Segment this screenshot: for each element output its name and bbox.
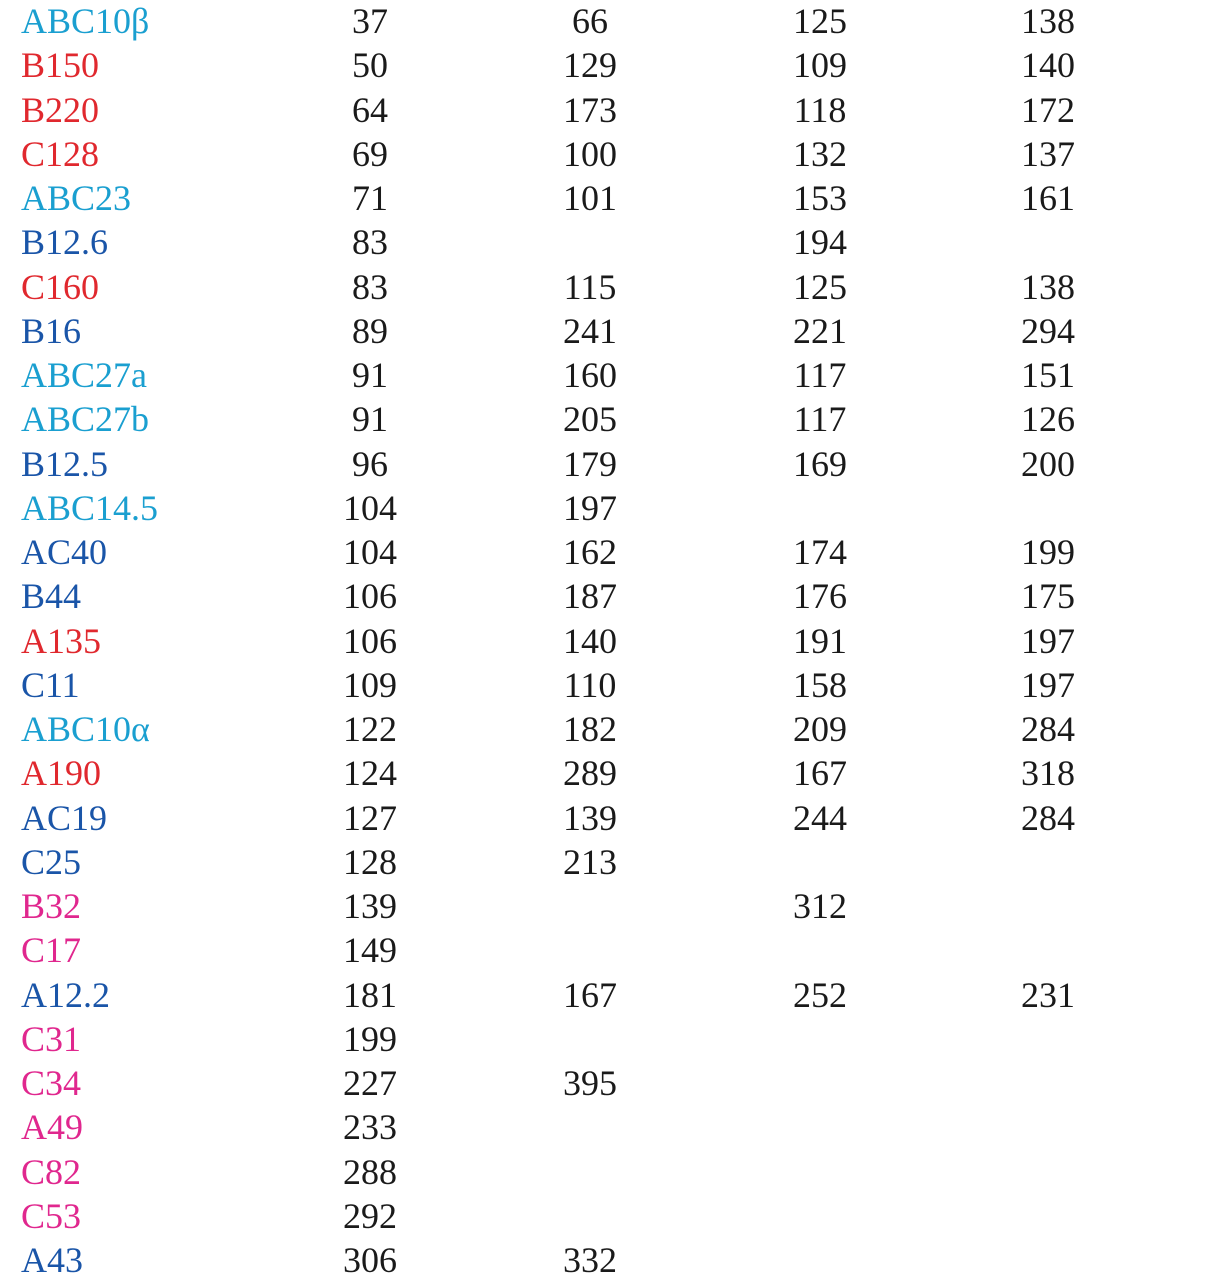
value-cell [520, 220, 660, 264]
value-cell: 227 [343, 1063, 397, 1103]
value-cell: 151 [1021, 355, 1075, 395]
value-cell: 231 [1021, 974, 1075, 1015]
value-cell: 83 [352, 266, 388, 307]
row-label: A12.2 [21, 974, 110, 1015]
table-row [0, 1150, 1222, 1194]
value-cell: 128 [343, 841, 397, 882]
value-cell [978, 1238, 1118, 1282]
value-cell: 153 [793, 178, 847, 218]
table-row [0, 397, 1222, 441]
value-cell: 197 [563, 487, 617, 528]
value-cell [978, 1194, 1118, 1238]
value-cell: 200 [1021, 443, 1075, 484]
value-cell: 96 [352, 443, 388, 484]
value-cell: 138 [1021, 1, 1075, 41]
row-label: B12.5 [21, 443, 109, 484]
value-cell: 101 [563, 178, 617, 218]
table-row [0, 1017, 1222, 1061]
table-row [0, 88, 1222, 132]
table-row [0, 1194, 1222, 1238]
value-cell: 174 [793, 532, 847, 572]
value-cell: 118 [793, 89, 847, 130]
row-label: C82 [21, 1151, 82, 1192]
value-cell: 66 [572, 1, 608, 41]
value-cell: 124 [343, 753, 397, 794]
value-cell: 125 [793, 1, 847, 41]
row-label: C128 [21, 133, 100, 174]
value-cell [978, 1061, 1118, 1105]
table-row [0, 309, 1222, 353]
value-cell [520, 928, 660, 972]
value-cell [978, 1105, 1118, 1149]
value-cell: 294 [1021, 310, 1075, 351]
row-label: AC19 [21, 797, 108, 838]
value-cell [978, 1150, 1118, 1194]
value-cell: 187 [563, 576, 617, 617]
value-cell: 167 [563, 974, 617, 1015]
row-label: C25 [21, 841, 82, 882]
value-cell: 176 [793, 576, 847, 617]
table-row [0, 1061, 1222, 1105]
value-cell: 179 [563, 443, 617, 484]
value-cell: 292 [343, 1195, 397, 1236]
value-cell: 158 [793, 664, 847, 705]
value-cell: 175 [1021, 576, 1075, 617]
table-row [0, 442, 1222, 486]
value-cell [978, 884, 1118, 928]
value-cell: 395 [563, 1063, 617, 1103]
value-cell [750, 1061, 890, 1105]
value-cell [750, 486, 890, 530]
row-label: ABC23 [21, 178, 132, 218]
value-cell: 50 [352, 45, 388, 86]
table-row [0, 973, 1222, 1017]
value-cell: 132 [793, 133, 847, 174]
value-cell [750, 1194, 890, 1238]
row-label: AC40 [21, 532, 108, 572]
value-cell: 233 [343, 1107, 397, 1148]
value-cell: 167 [793, 753, 847, 794]
value-cell: 288 [343, 1151, 397, 1192]
table-row [0, 928, 1222, 972]
value-cell: 284 [1021, 709, 1075, 749]
value-cell: 241 [563, 310, 617, 351]
value-cell: 125 [793, 266, 847, 307]
value-cell: 117 [793, 399, 847, 440]
row-label: B220 [21, 89, 100, 130]
table-row [0, 176, 1222, 220]
value-cell: 181 [343, 974, 397, 1015]
table-row [0, 265, 1222, 309]
value-cell [520, 1150, 660, 1194]
value-cell: 221 [793, 310, 847, 351]
row-label: C34 [21, 1063, 82, 1103]
value-cell: 140 [563, 620, 617, 661]
row-label: ABC27b [21, 399, 150, 440]
table-row [0, 663, 1222, 707]
value-cell: 91 [352, 399, 388, 440]
value-cell: 71 [352, 178, 388, 218]
value-cell: 191 [793, 620, 847, 661]
value-cell [750, 1238, 890, 1282]
value-cell: 115 [563, 266, 617, 307]
table-row [0, 530, 1222, 574]
table-row [0, 707, 1222, 751]
value-cell: 172 [1021, 89, 1075, 130]
value-cell: 197 [1021, 620, 1075, 661]
table-row [0, 796, 1222, 840]
value-cell: 173 [563, 89, 617, 130]
value-cell [520, 1194, 660, 1238]
value-cell: 110 [563, 664, 617, 705]
row-label: C31 [21, 1018, 82, 1059]
row-label: A43 [21, 1240, 83, 1280]
value-cell: 197 [1021, 664, 1075, 705]
row-label: ABC10α [21, 709, 150, 749]
value-cell: 209 [793, 709, 847, 749]
value-cell: 83 [352, 222, 388, 263]
value-cell: 104 [343, 487, 397, 528]
value-cell: 139 [343, 886, 397, 926]
value-cell [978, 1017, 1118, 1061]
value-cell: 37 [352, 1, 388, 41]
value-cell [750, 840, 890, 884]
row-label: C11 [21, 664, 80, 705]
value-cell [520, 884, 660, 928]
value-cell: 106 [343, 576, 397, 617]
row-label: A135 [21, 620, 101, 661]
value-cell: 284 [1021, 797, 1075, 838]
row-label: A190 [21, 753, 101, 794]
value-cell: 160 [563, 355, 617, 395]
value-cell: 89 [352, 310, 388, 351]
value-cell: 138 [1021, 266, 1075, 307]
row-label: ABC10β [21, 1, 150, 41]
value-cell: 199 [1021, 532, 1075, 572]
value-cell: 332 [563, 1240, 617, 1280]
row-label: C53 [21, 1195, 82, 1236]
value-cell: 213 [563, 841, 617, 882]
value-cell: 199 [343, 1018, 397, 1059]
table-row [0, 574, 1222, 618]
table-row [0, 132, 1222, 176]
row-label: A49 [21, 1107, 83, 1148]
table-row [0, 0, 1222, 43]
value-cell: 127 [343, 797, 397, 838]
value-cell: 194 [793, 222, 847, 263]
table-row [0, 43, 1222, 87]
row-label: C17 [21, 930, 82, 971]
value-cell: 117 [793, 355, 847, 395]
value-cell: 109 [793, 45, 847, 86]
value-cell: 140 [1021, 45, 1075, 86]
value-cell [978, 928, 1118, 972]
value-cell: 100 [563, 133, 617, 174]
table-row [0, 1238, 1222, 1282]
value-cell: 137 [1021, 133, 1075, 174]
value-cell [520, 1017, 660, 1061]
row-label: B16 [21, 310, 82, 351]
row-label: ABC27a [21, 355, 147, 395]
value-cell: 182 [563, 709, 617, 749]
value-cell: 129 [563, 45, 617, 86]
value-cell: 106 [343, 620, 397, 661]
value-cell [750, 1150, 890, 1194]
value-cell: 162 [563, 532, 617, 572]
value-cell: 64 [352, 89, 388, 130]
table-row [0, 840, 1222, 884]
row-label: C160 [21, 266, 100, 307]
value-cell [978, 840, 1118, 884]
value-cell: 244 [793, 797, 847, 838]
value-cell: 69 [352, 133, 388, 174]
value-cell: 312 [793, 886, 847, 926]
value-cell: 122 [343, 709, 397, 749]
value-cell: 169 [793, 443, 847, 484]
value-cell: 126 [1021, 399, 1075, 440]
table-row [0, 353, 1222, 397]
table-row [0, 619, 1222, 663]
value-cell [750, 928, 890, 972]
table-row [0, 1105, 1222, 1149]
table-row [0, 751, 1222, 795]
value-cell [978, 220, 1118, 264]
value-cell [750, 1105, 890, 1149]
row-label: B44 [21, 576, 82, 617]
value-cell [750, 1017, 890, 1061]
value-cell: 161 [1021, 178, 1075, 218]
value-cell: 149 [343, 930, 397, 971]
value-cell [520, 1105, 660, 1149]
value-cell: 306 [343, 1240, 397, 1280]
row-label: B150 [21, 45, 100, 86]
value-cell: 139 [563, 797, 617, 838]
row-label: B32 [21, 886, 82, 926]
value-cell: 91 [352, 355, 388, 395]
row-label: B12.6 [21, 222, 109, 263]
value-cell: 289 [563, 753, 617, 794]
value-cell: 205 [563, 399, 617, 440]
value-cell [978, 486, 1118, 530]
value-cell: 104 [343, 532, 397, 572]
value-cell: 252 [793, 974, 847, 1015]
table-row [0, 486, 1222, 530]
value-cell: 318 [1021, 753, 1075, 794]
row-label: ABC14.5 [21, 487, 159, 528]
table-row [0, 220, 1222, 264]
table-row [0, 884, 1222, 928]
value-cell: 109 [343, 664, 397, 705]
